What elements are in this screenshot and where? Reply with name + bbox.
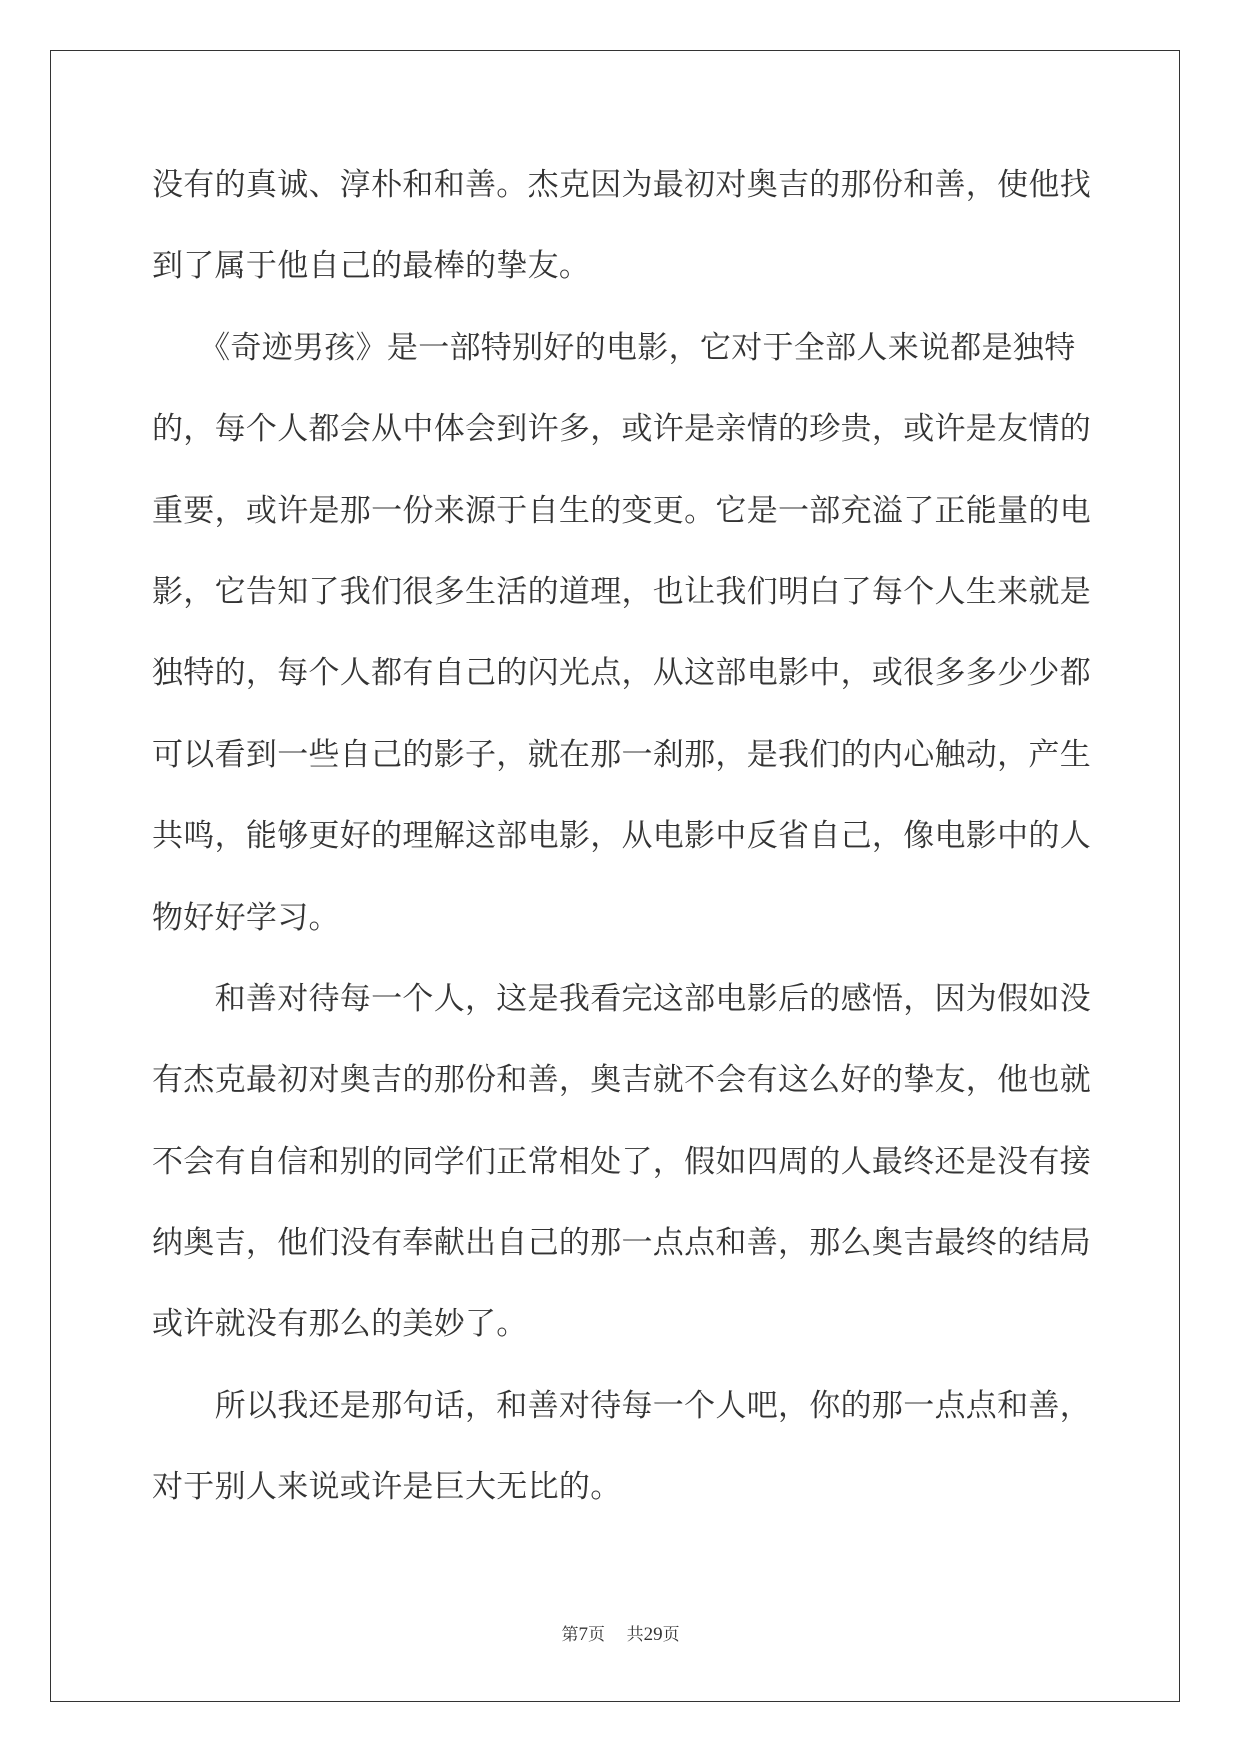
- text-line: 可以看到一些自己的影子，就在那一刹那，是我们的内心触动，产生: [152, 736, 1091, 773]
- document-body: [152, 162, 1092, 1546]
- text-line: 所以我还是那句话，和善对待每一个人吧，你的那一点点和善，: [152, 1387, 1091, 1424]
- text-line: 纳奥吉，他们没有奉献出自己的那一点点和善，那么奥吉最终的结局: [152, 1225, 1091, 1262]
- text-line: 到了属于他自己的最棒的挚友。: [152, 248, 591, 285]
- current-page-number: 7: [578, 1624, 588, 1645]
- text-line: 对于别人来说或许是巨大无比的。: [152, 1469, 622, 1506]
- footer-total-prefix: 共: [626, 1625, 644, 1645]
- text-line: 重要，或许是那一份来源于自生的变更。它是一部充溢了正能量的电: [152, 492, 1091, 529]
- page-footer: [0, 1620, 1241, 1646]
- text-line: 或许就没有那么的美妙了。: [152, 1306, 528, 1343]
- text-line: 影，它告知了我们很多生活的道理，也让我们明白了每个人生来就是: [152, 573, 1091, 610]
- text-line: 共鸣，能够更好的理解这部电影，从电影中反省自己，像电影中的人: [152, 818, 1091, 855]
- footer-prefix: 第: [561, 1625, 579, 1645]
- text-line: 没有的真诚、淳朴和和善。杰克因为最初对奥吉的那份和善，使他找: [152, 167, 1091, 203]
- text-line: 和善对待每一个人，这是我看完这部电影后的感悟，因为假如没: [152, 980, 1091, 1017]
- text-line: 物好好学习。: [152, 899, 340, 936]
- text-line: 《奇迹男孩》是一部特别好的电影，它对于全部人来说都是独特: [152, 329, 1076, 366]
- footer-page-suffix: 页: [587, 1625, 605, 1645]
- total-pages-number: 29: [643, 1624, 663, 1645]
- text-line: 有杰克最初对奥吉的那份和善，奥吉就不会有这么好的挚友，他也就: [152, 1062, 1091, 1099]
- footer-total-suffix: 页: [662, 1625, 680, 1645]
- text-line: 不会有自信和别的同学们正常相处了，假如四周的人最终还是没有接: [152, 1143, 1091, 1180]
- text-line: 独特的，每个人都有自己的闪光点，从这部电影中，或很多多少少都: [152, 655, 1091, 692]
- text-line: 的，每个人都会从中体会到许多，或许是亲情的珍贵，或许是友情的: [152, 411, 1091, 448]
